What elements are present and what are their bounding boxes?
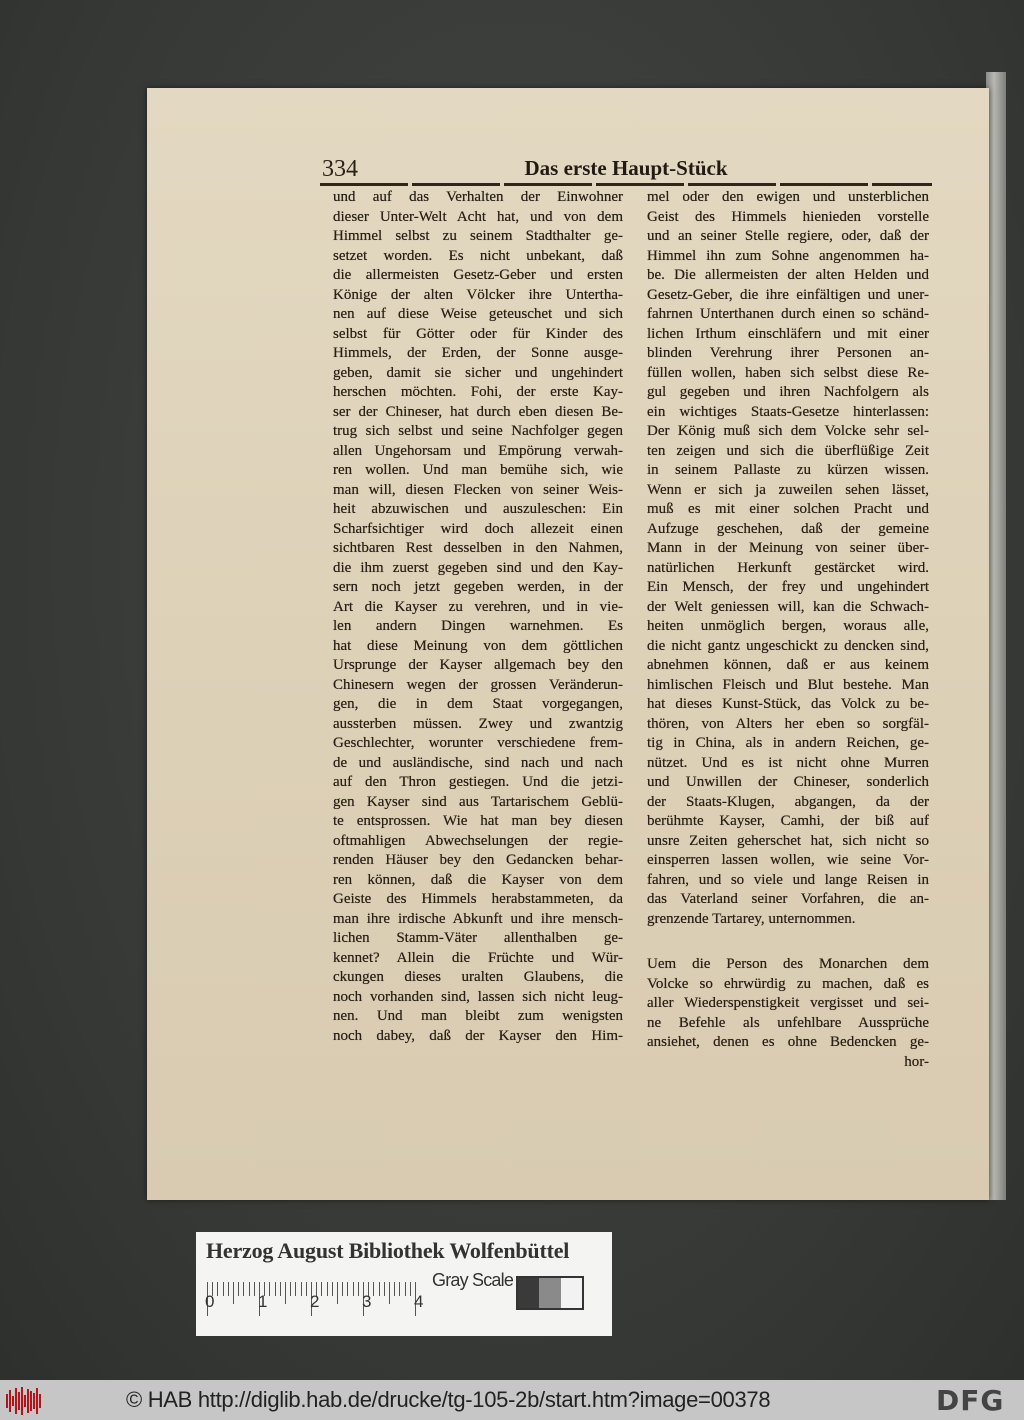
text-line: sichtbaren Rest desselben in den Nahmen, [333,540,623,556]
text-line: nen. Und man bleibt zum wenigsten [333,1008,623,1024]
text-line: Geiste des Himmels herabstammeten, da [333,891,623,907]
text-line: gen, die in dem Staat vorgegangen, [333,696,623,712]
text-line: hat diese Meinung von dem göttlichen [333,637,623,654]
text-line: und auf das Verhalten der Einwohner [333,189,623,205]
head-rule [320,183,932,186]
ruler-tick [342,1282,343,1296]
text-line: aussterben müssen. Zwey und zwantzig [333,715,623,732]
text-line: und Unwillen der Chineser, sonderlich [647,774,929,790]
text-line: das Vaterland seiner Vorfahren, die an- [647,891,929,907]
color-reference-card [196,1232,612,1336]
ruler-label: 4 [414,1292,424,1311]
text-line: geben, damit sie sicher und ungehindert [333,364,623,381]
text-line: die allermeisten Gesetz-Geber und ersten [333,267,623,283]
text-line: ren wollen. Und man bemühe sich, wie [333,462,623,478]
text-line: Der König muß sich dem Volcke sehr sel- [647,423,929,439]
ruler-tick [217,1282,218,1296]
text-line: Geist des Himmels hienieden vorstelle [647,208,929,225]
text-line: selbst für Götter oder für Kinder des [333,325,623,342]
text-line: oftmahligen Abwechselungen der regie- [333,832,623,849]
text-line: Gesetz-Geber, die ihre einfältigen und uner- [647,286,929,303]
dfg-logo-icon: DFG [936,1384,1005,1417]
ruler-tick [249,1282,250,1296]
ruler-tick [275,1282,276,1296]
text-line: ten zeigen und sich die überflüßige Zeit [647,442,929,459]
text-line: Ein Mensch, der frey und ungehindert [647,579,929,595]
ruler-tick [269,1282,270,1296]
library-name: Herzog August Bibliothek Wolfenbüttel [206,1238,570,1263]
page-number: 334 [322,156,358,182]
text-line: Himmel selbst zu seinem Stadthalter ge- [333,228,623,244]
ruler-tick [327,1282,328,1296]
text-line: gul gegeben und ihren Nachfolgern als [647,384,929,400]
ruler-label: 0 [205,1292,215,1311]
ruler-tick [399,1282,400,1296]
ruler-tick [347,1282,348,1296]
text-line: Ursprunge der Kayser allgemach bey den [333,657,623,673]
ruler-tick [384,1282,385,1296]
text-line: muß es mit einer solchen Pracht und [647,501,929,517]
ruler-label: 3 [362,1292,372,1311]
text-line: heiten unmöglich bergen, woraus alle, [647,618,929,634]
text-line: einsperren lassen wollen, wie seine Vor- [647,852,929,868]
ruler-tick [254,1282,255,1296]
text-line: füllen wollen, haben sich selbst diese Re- [647,364,929,381]
text-line: der Staats-Klugen, abgangen, da der [647,793,929,810]
ruler-tick [332,1282,333,1296]
text-line: Geschlechter, worunter verschiedene frem- [333,735,623,751]
text-line: himlischen Fleisch und Blut bestehe. Man [647,676,929,693]
running-head [320,156,932,182]
text-line: man will, diesen Flecken von seiner Weis- [333,481,623,498]
ruler-tick [228,1282,229,1296]
ruler-tick [223,1282,224,1296]
text-line: ne Befehle als unfehlbare Aussprüche [647,1014,929,1031]
ruler-tick [285,1282,286,1304]
ruler-tick [389,1282,390,1304]
ruler-tick [321,1282,322,1296]
text-line: kennet? Allein die Früchte und Wür- [333,949,623,966]
text-line: ckungen dieses uralten Glaubens, die [333,969,623,985]
text-line: ren können, daß die Kayser von dem [333,871,623,888]
gray-scale-label: Gray Scale [432,1270,514,1290]
text-line: und an seiner Stelle regiere, oder, daß der [647,228,929,244]
text-line: lichen Stamm-Väter allenthalben ge- [333,930,623,946]
right-column [647,188,929,1072]
ruler-tick [337,1282,338,1304]
gray-swatch [518,1278,539,1308]
text-line: sern noch jetzt gegeben werden, in der [333,579,623,595]
text-line: auf den Thron gestiegen. Und die jetzi- [333,774,623,790]
text-line: Aufzuge geschehen, daß der gemeine [647,520,929,537]
text-line: natürlichen Herkunft gestärcket wird. [647,559,929,576]
text-line: heit abzuwischen und auszuleschen: Ein [333,501,623,517]
text-line: man ihre irdische Abkunft und ihre mensch- [333,910,623,927]
ruler-label: 1 [258,1292,268,1311]
footer-permalink[interactable]: © HAB http://diglib.hab.de/drucke/tg-105-2b/start.htm?image=00378 [126,1387,771,1412]
text-line: nen auf diese Weise geteuschet und sich [333,306,623,322]
ruler-tick [295,1282,296,1296]
ruler-tick [405,1282,406,1296]
ruler-tick [410,1282,411,1296]
text-line: abnehmen können, daß er aus keinem [647,657,929,673]
text-line: te entsprossen. Wie hat man bey diesen [333,813,623,829]
ruler-tick [238,1282,239,1296]
ruler-tick [379,1282,380,1296]
text-line: fahren, und so viele und lange Reisen in [647,871,929,888]
text-line: allen Ungehorsam und Empörung verwah- [333,442,623,459]
ruler-tick [394,1282,395,1296]
text-line: nützet. Und es ist nicht ohne Murren [647,754,929,771]
ruler-label: 2 [310,1292,320,1311]
text-line: Himmel ihn zum Sohne angenommen ha- [647,247,929,264]
ruler-tick [280,1282,281,1296]
text-line: tig in China, als in andern Reichen, ge- [647,735,929,751]
text-line: de und ausländische, sind nach und nach [333,754,623,771]
text-line: der Welt geniessen will, kan die Schwach- [647,598,929,615]
book-page [147,88,989,1200]
text-line: noch dabey, daß der Kayser den Him- [333,1027,623,1044]
ruler-tick [358,1282,359,1296]
text-line: die nicht gantz ungeschickt zu dencken sind, [647,637,929,654]
text-line: mel oder den ewigen und unsterblichen [647,189,929,205]
text-line: herschen möchten. Fohi, der erste Kay- [333,384,623,400]
ruler-tick [353,1282,354,1296]
text-line: gen Kayser sind aus Tartarischem Geblü- [333,793,623,810]
text-line: in seinem Pallaste zu kürzen wissen. [647,462,929,478]
paragraph-gap [647,929,929,955]
footer-bar [0,1380,1024,1420]
text-line: lichen Irthum einschläfern und mit einer [647,325,929,342]
text-line: Wenn er sich ja zuweilen sehen lässet, [647,481,929,498]
ruler-tick [233,1282,234,1304]
text-line: setzet worden. Es nicht unbekant, daß [333,247,623,264]
text-line: Mann in der Meinung von seiner über- [647,540,929,556]
text-line: ser der Chineser, hat durch eben diesen Be- [333,403,623,420]
hab-logo-icon [6,1386,46,1416]
text-line: thören, von Alters her eben so sorgfäl- [647,715,929,732]
running-head-title: Das erste Haupt-Stück [524,156,728,180]
ruler-tick [290,1282,291,1296]
gray-swatch [539,1278,560,1308]
gray-swatch [561,1278,582,1308]
ruler-tick [243,1282,244,1296]
text-line: noch vorhanden sind, lassen sich nicht leug- [333,988,623,1005]
text-line: hat dieses Kunst-Stück, das Volck zu be- [647,696,929,712]
text-line: unsre Zeiten geherschet hat, sich nicht so [647,832,929,849]
text-line: fahrnen Unterthanen durch einen so schänd- [647,306,929,322]
text-line: Scharfsichtiger wird doch allezeit einen [333,520,623,537]
text-line: ansiehet, denen es ohne Bedencken ge- [647,1034,929,1050]
text-line: len andern Dingen warnehmen. Es [333,618,623,634]
facing-page-edge [986,72,1006,1200]
text-line: trug sich selbst und seine Nachfolger gegen [333,423,623,439]
gray-scale-swatches [516,1276,584,1310]
text-line: ein wichtiges Staats-Gesetze hinterlassen: [647,403,929,420]
text-line: Art die Kayser zu verehren, und in vie- [333,598,623,615]
text-line: Uem die Person des Monarchen dem [647,956,929,972]
text-line: be. Die allermeisten der alten Helden und [647,267,929,283]
left-column [333,188,623,1046]
text-line: Himmels, der Erden, der Sonne ausge- [333,345,623,361]
ruler-tick [306,1282,307,1296]
text-line: die ihm zuerst gegeben sind und den Kay- [333,559,623,576]
text-line: Chinesern wegen der grossen Veränderun- [333,676,623,693]
ruler-tick [373,1282,374,1296]
text-line: aller Wiederspenstigkeit vergisset und sei- [647,995,929,1011]
ruler-tick [301,1282,302,1296]
text-line: renden Häuser bey den Gedancken behar- [333,852,623,868]
text-line: grenzende Tartarey, unternommen. [647,910,856,927]
text-line: Volcke so ehrwürdig zu machen, daß es [647,975,929,992]
text-line: blinden Verehrung ihrer Personen an- [647,345,929,361]
text-line: berühmte Kayser, Camhi, der biß auf [647,813,929,829]
text-line: Könige der alten Völcker ihre Untertha- [333,286,623,303]
text-line: dieser Unter-Welt Acht hat, und von dem [333,208,623,225]
catchword: hor- [904,1053,929,1070]
